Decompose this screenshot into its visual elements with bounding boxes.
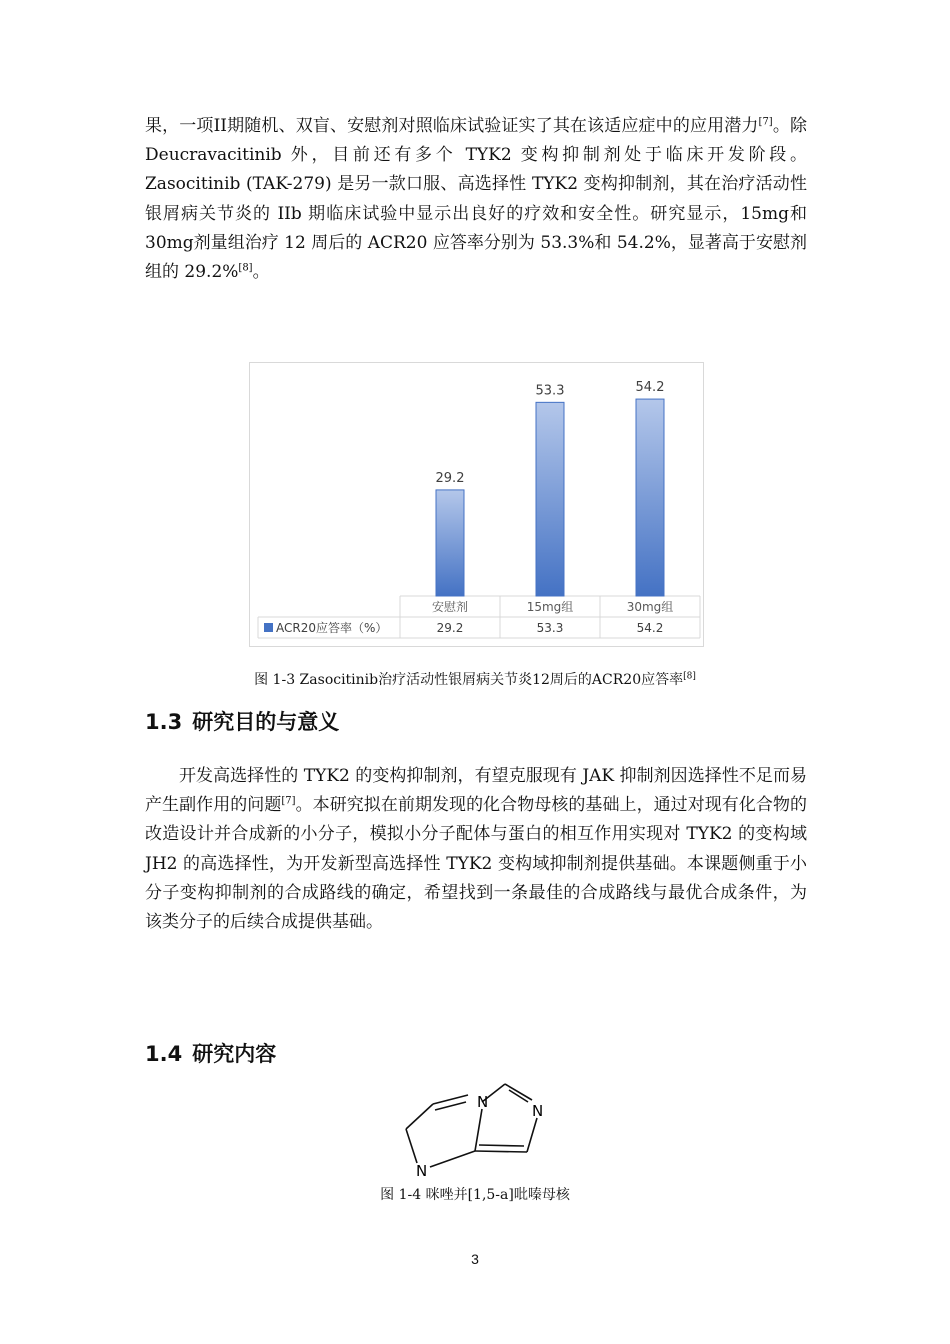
nitrogen-atom-label: N: [532, 1102, 544, 1120]
section-heading-1-3: [145, 706, 339, 736]
citation-ref[interactable]: [8]: [683, 671, 696, 682]
paragraph-text: 。本研究拟在前期发现的化合物母核的基础上，通过对现有化合物的改造设计并合成新的小分子，模拟小分子配体与蛋白的相互作用实现对 TYK2 的变构域 JH2 的高选择性，为开发新型高选择性 TYK2 变构域抑制剂提供基础。本课题侧重于小分子变构抑制剂的合成路线的确定，希望找到一条最佳的合成路线与最优合成条件，为该类分子的后续合成提供基础。: [145, 795, 808, 933]
paragraph-purpose: [145, 762, 807, 937]
figure-1-3-caption: [0, 669, 950, 689]
paragraph-text: 。: [252, 262, 270, 283]
section-title: 研究目的与意义: [192, 710, 340, 734]
x-tick-label: 15mg组: [526, 600, 574, 614]
imidazopyrazine-structure: [395, 1080, 560, 1180]
section-title: 研究内容: [192, 1042, 277, 1066]
page-number: 3: [471, 1251, 479, 1267]
caption-text: 图 1-3 Zasocitinib治疗活动性银屑病关节炎12周后的ACR20应答率: [254, 672, 684, 688]
citation-ref[interactable]: [7]: [281, 795, 296, 807]
x-tick-label: 30mg组: [626, 600, 674, 614]
molecule-bonds: [406, 1084, 537, 1167]
chart-svg: [250, 363, 703, 646]
section-number: 1.4: [145, 1042, 183, 1066]
legend-label: ACR20应答率（%）: [276, 621, 388, 635]
paragraph-text: 果，一项II期随机、双盲、安慰剂对照临床试验证实了其在该适应症中的应用潜力: [145, 116, 759, 136]
table-value: 29.2: [436, 621, 464, 635]
section-heading-1-4: [145, 1038, 276, 1068]
bar: [436, 490, 464, 596]
legend-swatch: [264, 623, 273, 632]
paragraph-text: 。除 Deucravacitinib 外，目前还有多个 TYK2 变构抑制剂处于临床开发阶段。Zasocitinib (TAK-279) 是另一款口服、高选择性 TYK2 变构抑制剂，其在治疗活动性银屑病关节炎的 IIb 期临床试验中显示出良好的疗效和安全性。研究显示，15mg和30mg剂量组治疗 12 周后的 ACR20 应答率分别为 53.3%和 54.2%，显著高于安慰剂组的 29.2%: [145, 116, 808, 283]
table-value: 54.2: [636, 621, 664, 635]
bar: [636, 399, 664, 596]
data-label: 54.2: [635, 380, 665, 396]
data-label: 53.3: [535, 383, 565, 399]
nitrogen-atom-label: N: [477, 1093, 489, 1111]
acr20-bar-chart: [249, 362, 704, 647]
citation-ref[interactable]: [7]: [758, 116, 773, 128]
x-tick-label: 安慰剂: [431, 600, 469, 614]
bar: [536, 402, 564, 596]
data-label: 29.2: [435, 470, 465, 486]
table-value: 53.3: [536, 621, 564, 635]
nitrogen-atom-label: N: [416, 1162, 428, 1180]
figure-1-4-caption: 图 1-4 咪唑并[1,5-a]吡嗪母核: [380, 1187, 570, 1203]
citation-ref[interactable]: [8]: [238, 262, 253, 274]
paragraph-text: 开发高选择性的 TYK2 的变构抑制剂，有望克服现有 JAK 抑制剂因选择性不足而易产生副作用的问题: [145, 766, 807, 816]
paragraph-intro: [145, 112, 807, 287]
section-number: 1.3: [145, 710, 183, 734]
